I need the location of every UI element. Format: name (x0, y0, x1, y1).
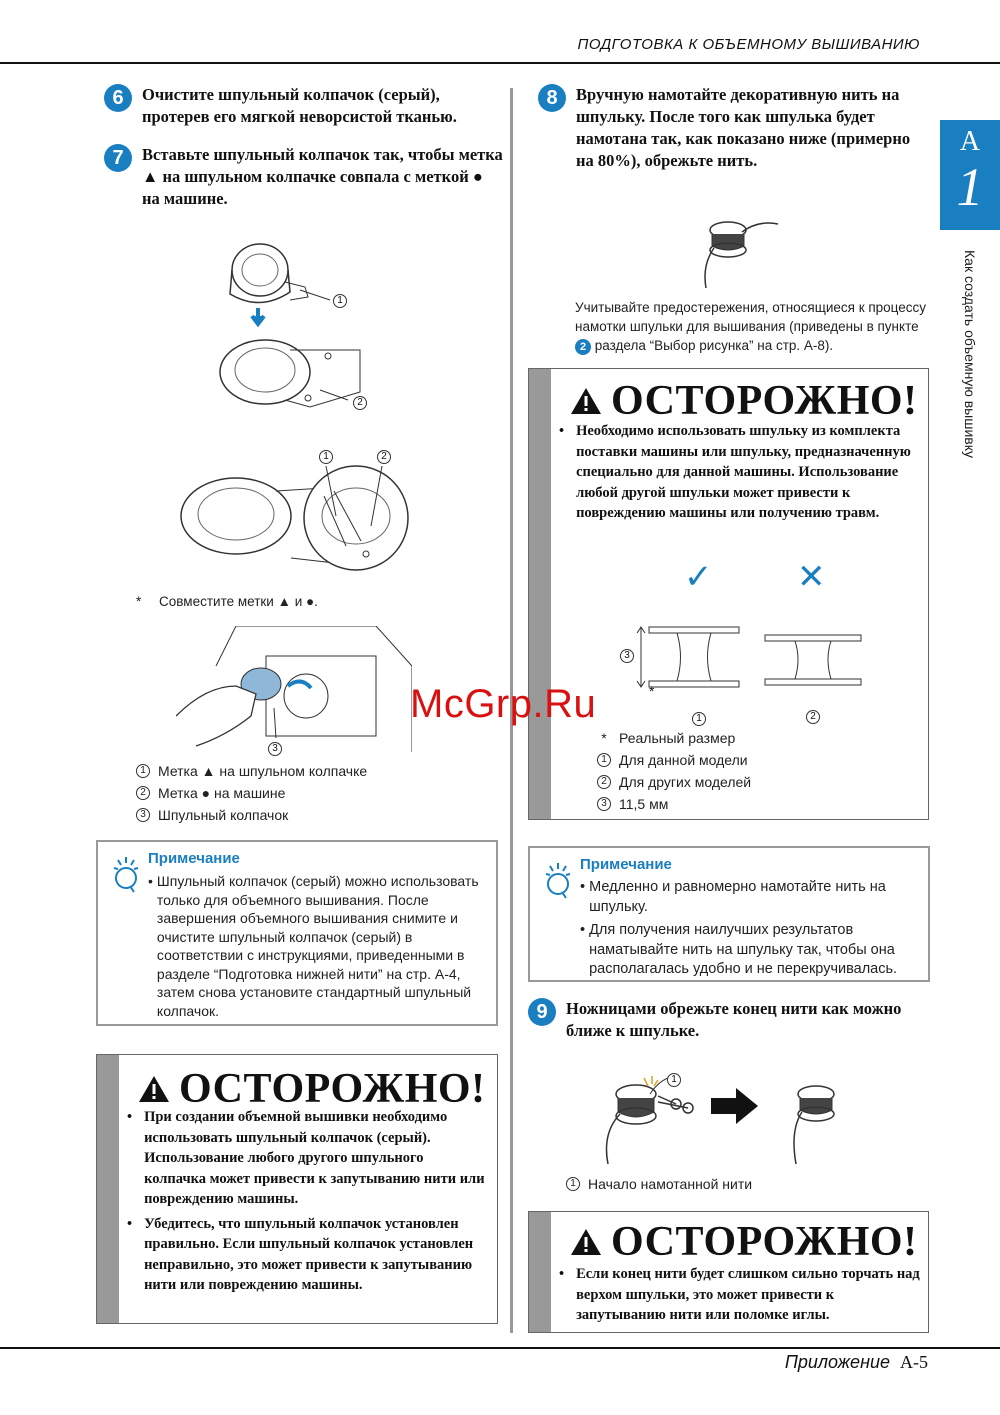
page-number: A-5 (900, 1352, 928, 1372)
legend-text: Метка ● на машине (158, 785, 286, 801)
legend-text: Начало намотанной нити (588, 1176, 753, 1192)
legend-text: Метка ▲ на шпульном колпачке (158, 763, 368, 779)
warning-triangle-icon (569, 386, 603, 416)
check-icon: ✓ (684, 558, 713, 596)
legend-num: 2 (136, 786, 150, 800)
caution-item: Убедитесь, что шпульный колпачок установлен правильно. Если шпульный колпачок установлен неправильно, это может привести к запутыванию нити или повреждению машины. (144, 1215, 474, 1293)
caution-title-text: ОСТОРОЖНО! (611, 1219, 918, 1265)
step-number: 8 (538, 84, 566, 112)
caution-item: При создании объемной вышивки необходимо использовать шпульный колпачок (серый). Использование любого другого шпульного колпачка может привести к запутыванию нити или повреждению машины. (144, 1109, 485, 1207)
callout-1: 1 (333, 294, 347, 308)
caption-star: * (136, 594, 142, 609)
legend-num: * (601, 730, 607, 746)
callout-3: 3 (268, 742, 282, 756)
caution-title (569, 377, 918, 425)
step-7 (104, 144, 504, 210)
caution-title-text: ОСТОРОЖНО! (611, 378, 918, 424)
step-text: Вручную намотайте декоративную нить на шпульку. После того как шпулька будет намотана так, как показано ниже (примерно на 80%), обрежьте нить. (576, 85, 911, 170)
note-title: Примечание (148, 850, 240, 867)
note-body: • Шпульный колпачок (серый) можно использовать только для объемного вышивания. После завершения объемного вышивания снимите и очистите шпульный колпачок (серый) в соответствии с инструкциями, приведенными в разделе “Подготовка нижней нити” на стр. A-4, затем снова установите стандартный шпульный колпачок. (148, 872, 488, 1024)
cross-icon: ✕ (797, 558, 826, 596)
caution-right-1 (528, 368, 929, 820)
cut-thread-illustration (596, 1068, 846, 1168)
caution-left (96, 1054, 498, 1324)
step-9 (528, 998, 928, 1042)
caution-body: • При создании объемной вышивки необходимо использовать шпульный колпачок (серый). Использование любого другого шпульного колпачка может привести к запутыванию нити или повреждению машины. • Убедитесь, что шпульный колпачок установлен правильно. Если шпульный колпачок установлен неправильно, это может привести к запутыванию нити или повреждению машины. (127, 1107, 489, 1300)
page-header-title: ПОДГОТОВКА К ОБЪЕМНОМУ ВЫШИВАНИЮ (577, 36, 920, 53)
callout-2: 2 (353, 396, 367, 410)
lightbulb-icon (112, 856, 144, 896)
caution-item: Необходимо использовать шпульку из комплекта поставки машины или шпульку, предназначенную специально для данной машины. Использование любой другой шпульки может привести к повреждению машины или получению травм. (576, 423, 911, 521)
caution-title (569, 1218, 918, 1266)
caution-title-text: ОСТОРОЖНО! (179, 1066, 486, 1112)
cut-legend (566, 1173, 752, 1195)
note-item: Медленно и равномерно намотайте нить на шпульку. (589, 879, 886, 915)
legend-num: 1 (597, 753, 611, 767)
step-8 (538, 84, 928, 172)
note-right (528, 846, 930, 982)
legend-num: 2 (597, 775, 611, 789)
hand-insert-illustration (176, 626, 412, 752)
warning-triangle-icon (569, 1227, 603, 1257)
legend-text: Для данной модели (619, 752, 748, 768)
caution-right-2 (528, 1211, 929, 1333)
legend-text: Шпульный колпачок (158, 807, 289, 823)
wound-bobbin-illustration (698, 210, 782, 290)
legend-num: 1 (136, 764, 150, 778)
lightbulb-icon (544, 862, 576, 902)
callout-2: 2 (806, 710, 820, 724)
legend-num: 1 (566, 1177, 580, 1191)
step-text: Очистите шпульный колпачок (серый), протерев его мягкой неворсистой тканью. (142, 85, 457, 126)
callout-2: 2 (377, 450, 391, 464)
chapter-number: 1 (956, 157, 984, 217)
step-number: 9 (528, 998, 556, 1026)
bobbin-case-insert-illustration (210, 232, 380, 412)
watermark-text: McGrp.Ru (410, 682, 597, 726)
legend-text: Для других моделей (619, 774, 752, 790)
caution-title (137, 1065, 486, 1113)
chapter-tab (940, 120, 1000, 230)
note-item: Для получения наилучших результатов наматывайте нить на шпульку так, чтобы она располагалась удобно и не перекручивалась. (589, 922, 898, 977)
size-legend (597, 727, 751, 815)
caution-body: • Если конец нити будет слишком сильно торчать над верхом шпульки, это может привести к запутыванию нити или поломке иглы. (559, 1264, 920, 1330)
callout-3: 3 (620, 649, 634, 663)
caution-bar (529, 369, 551, 819)
legend-num: 3 (136, 808, 150, 822)
note-title: Примечание (580, 856, 672, 873)
callout-1: 1 (319, 450, 333, 464)
legend-text: Реальный размер (619, 730, 736, 746)
chapter-letter: A (959, 126, 981, 157)
callout-1: 1 (667, 1073, 681, 1087)
note-body: • Медленно и равномерно намотайте нить на шпульку. • Для получения наилучших результатов наматывайте нить на шпульку так, чтобы она располагалась удобно и не перекручивалась. (580, 878, 920, 984)
mark-alignment-illustration (176, 446, 416, 586)
caution-body: • Необходимо использовать шпульку из комплекта поставки машины или шпульку, предназначенную специально для данной машины. Использование любой другой шпульки может привести к повреждению машины или получению травм. (559, 421, 920, 528)
footer-rule (0, 1347, 1000, 1349)
note-left (96, 840, 498, 1026)
caution-item: Если конец нити будет слишком сильно торчать над верхом шпульки, это может привести к запутыванию нити или поломке иглы. (576, 1266, 920, 1323)
callout-star: * (649, 683, 655, 699)
caution-bar (97, 1055, 119, 1323)
bobbin-winding-note (575, 298, 935, 355)
note-item: Шпульный колпачок (серый) можно использовать только для объемного вышивания. После завершения объемного вышивания снимите и очистите шпульный колпачок (серый) в соответствии с инструкциями, приведенными в разделе “Подготовка нижней нити” на стр. A-4, затем снова установите стандартный шпульный колпачок. (156, 873, 479, 1019)
callout-1: 1 (692, 712, 706, 726)
caption-text: Совместите метки ▲ и ●. (159, 594, 318, 609)
bobbin-size-comparison-diagram (629, 619, 869, 699)
left-legend (136, 760, 367, 826)
legend-num: 3 (597, 797, 611, 811)
bobbin-note-after: раздела “Выбор рисунка” на стр. A-8). (591, 338, 834, 353)
step-text: Вставьте шпульный колпачок так, чтобы метка ▲ на шпульном колпачке совпала с меткой ● на машине. (142, 145, 503, 208)
header-rule (0, 62, 1000, 64)
step-number: 7 (104, 144, 132, 172)
caution-bar (529, 1212, 551, 1332)
bobbin-note-step-num: 2 (575, 339, 591, 355)
page-footer (785, 1352, 928, 1373)
bobbin-note-before: Учитывайте предостережения, относящиеся к процессу намотки шпульки для вышивания (приведены в пункте (575, 300, 927, 334)
footer-section: Приложение (784, 1352, 890, 1372)
alignment-caption (136, 594, 318, 609)
legend-text: 11,5 мм (619, 796, 669, 812)
step-number: 6 (104, 84, 132, 112)
warning-triangle-icon (137, 1074, 171, 1104)
step-text: Ножницами обрежьте конец нити как можно ближе к шпульке. (566, 999, 902, 1040)
step-6 (104, 84, 504, 128)
side-section-title: Как создать объемную вышивку (962, 250, 978, 458)
